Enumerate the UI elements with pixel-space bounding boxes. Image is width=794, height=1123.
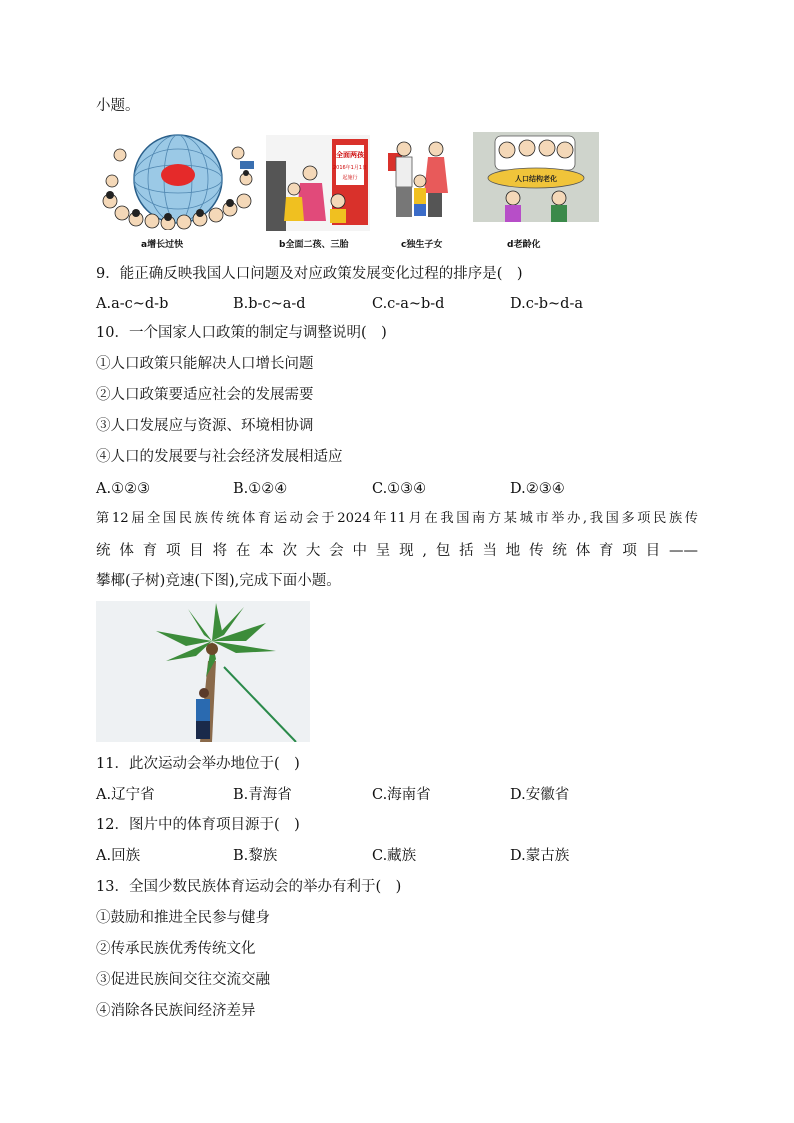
q10-option-b: B.①②④ bbox=[233, 481, 288, 497]
q10-statement-1: ①人口政策只能解决人口增长问题 bbox=[96, 356, 314, 372]
question-12-stem: 12．图片中的体育项目源于( ) bbox=[96, 817, 300, 833]
q11-option-c: C.海南省 bbox=[372, 787, 431, 803]
question-9-stem: 9．能正确反映我国人口问题及对应政策发展变化过程的排序是( ) bbox=[96, 266, 523, 282]
cartoon-population-growth bbox=[100, 131, 258, 230]
svg-text:起施行: 起施行 bbox=[342, 175, 358, 181]
q11-option-a: A.辽宁省 bbox=[96, 787, 155, 803]
q9-option-c: C.c-a~b-d bbox=[372, 296, 445, 312]
passage-line-3: 攀椰(子树)竞速(下图),完成下面小题。 bbox=[96, 573, 341, 589]
q13-statement-3: ③促进民族间交往交流交融 bbox=[96, 972, 270, 988]
q12-option-a: A.回族 bbox=[96, 848, 141, 864]
q10-statement-4: ④人口的发展要与社会经济发展相适应 bbox=[96, 449, 343, 465]
q12-option-c: C.藏族 bbox=[372, 848, 417, 864]
q11-option-b: B.青海省 bbox=[233, 787, 292, 803]
q9-option-a: A.a-c~d-b bbox=[96, 296, 169, 312]
q10-option-a: A.①②③ bbox=[96, 481, 151, 497]
q12-option-b: B.黎族 bbox=[233, 848, 278, 864]
q10-option-c: C.①③④ bbox=[372, 481, 427, 497]
q9-option-d: D.c-b~d-a bbox=[510, 296, 583, 312]
svg-text:人口结构老化: 人口结构老化 bbox=[515, 175, 557, 183]
q13-statement-2: ②传承民族优秀传统文化 bbox=[96, 941, 256, 957]
cartoon-one-child bbox=[386, 133, 452, 221]
cartoon-d-caption: d老龄化 bbox=[507, 240, 541, 250]
q10-statement-2: ②人口政策要适应社会的发展需要 bbox=[96, 387, 314, 403]
cartoon-ageing bbox=[473, 132, 599, 222]
intro-tail: 小题。 bbox=[96, 98, 140, 114]
svg-text:全面两孩: 全面两孩 bbox=[336, 151, 364, 159]
q13-statement-1: ①鼓励和推进全民参与健身 bbox=[96, 910, 270, 926]
q9-option-b: B.b-c~a-d bbox=[233, 296, 306, 312]
question-10-stem: 10．一个国家人口政策的制定与调整说明( ) bbox=[96, 325, 387, 341]
passage-line-1: 第12届全国民族传统体育运动会于2024年11月在我国南方某城市举办,我国多项民族传 bbox=[96, 511, 698, 526]
q13-statement-4: ④消除各民族间经济差异 bbox=[96, 1003, 256, 1019]
q12-option-d: D.蒙古族 bbox=[510, 848, 570, 864]
q10-option-d: D.②③④ bbox=[510, 481, 565, 497]
question-11-stem: 11．此次运动会举办地位于( ) bbox=[96, 756, 300, 772]
q10-statement-3: ③人口发展应与资源、环境相协调 bbox=[96, 418, 314, 434]
q11-option-d: D.安徽省 bbox=[510, 787, 570, 803]
coconut-climbing-photo bbox=[96, 601, 310, 742]
cartoon-b-caption: b全面二孩、三胎 bbox=[279, 240, 349, 250]
cartoon-two-child-policy bbox=[266, 135, 370, 231]
cartoon-c-caption: c独生子女 bbox=[401, 240, 443, 250]
question-13-stem: 13．全国少数民族体育运动会的举办有利于( ) bbox=[96, 879, 402, 895]
svg-text:2016年1月1日: 2016年1月1日 bbox=[332, 165, 368, 171]
cartoon-a-caption: a增长过快 bbox=[141, 240, 184, 250]
passage-line-2: 统体育项目将在本次大会中呈现,包括当地传统体育项目—— bbox=[96, 543, 698, 559]
